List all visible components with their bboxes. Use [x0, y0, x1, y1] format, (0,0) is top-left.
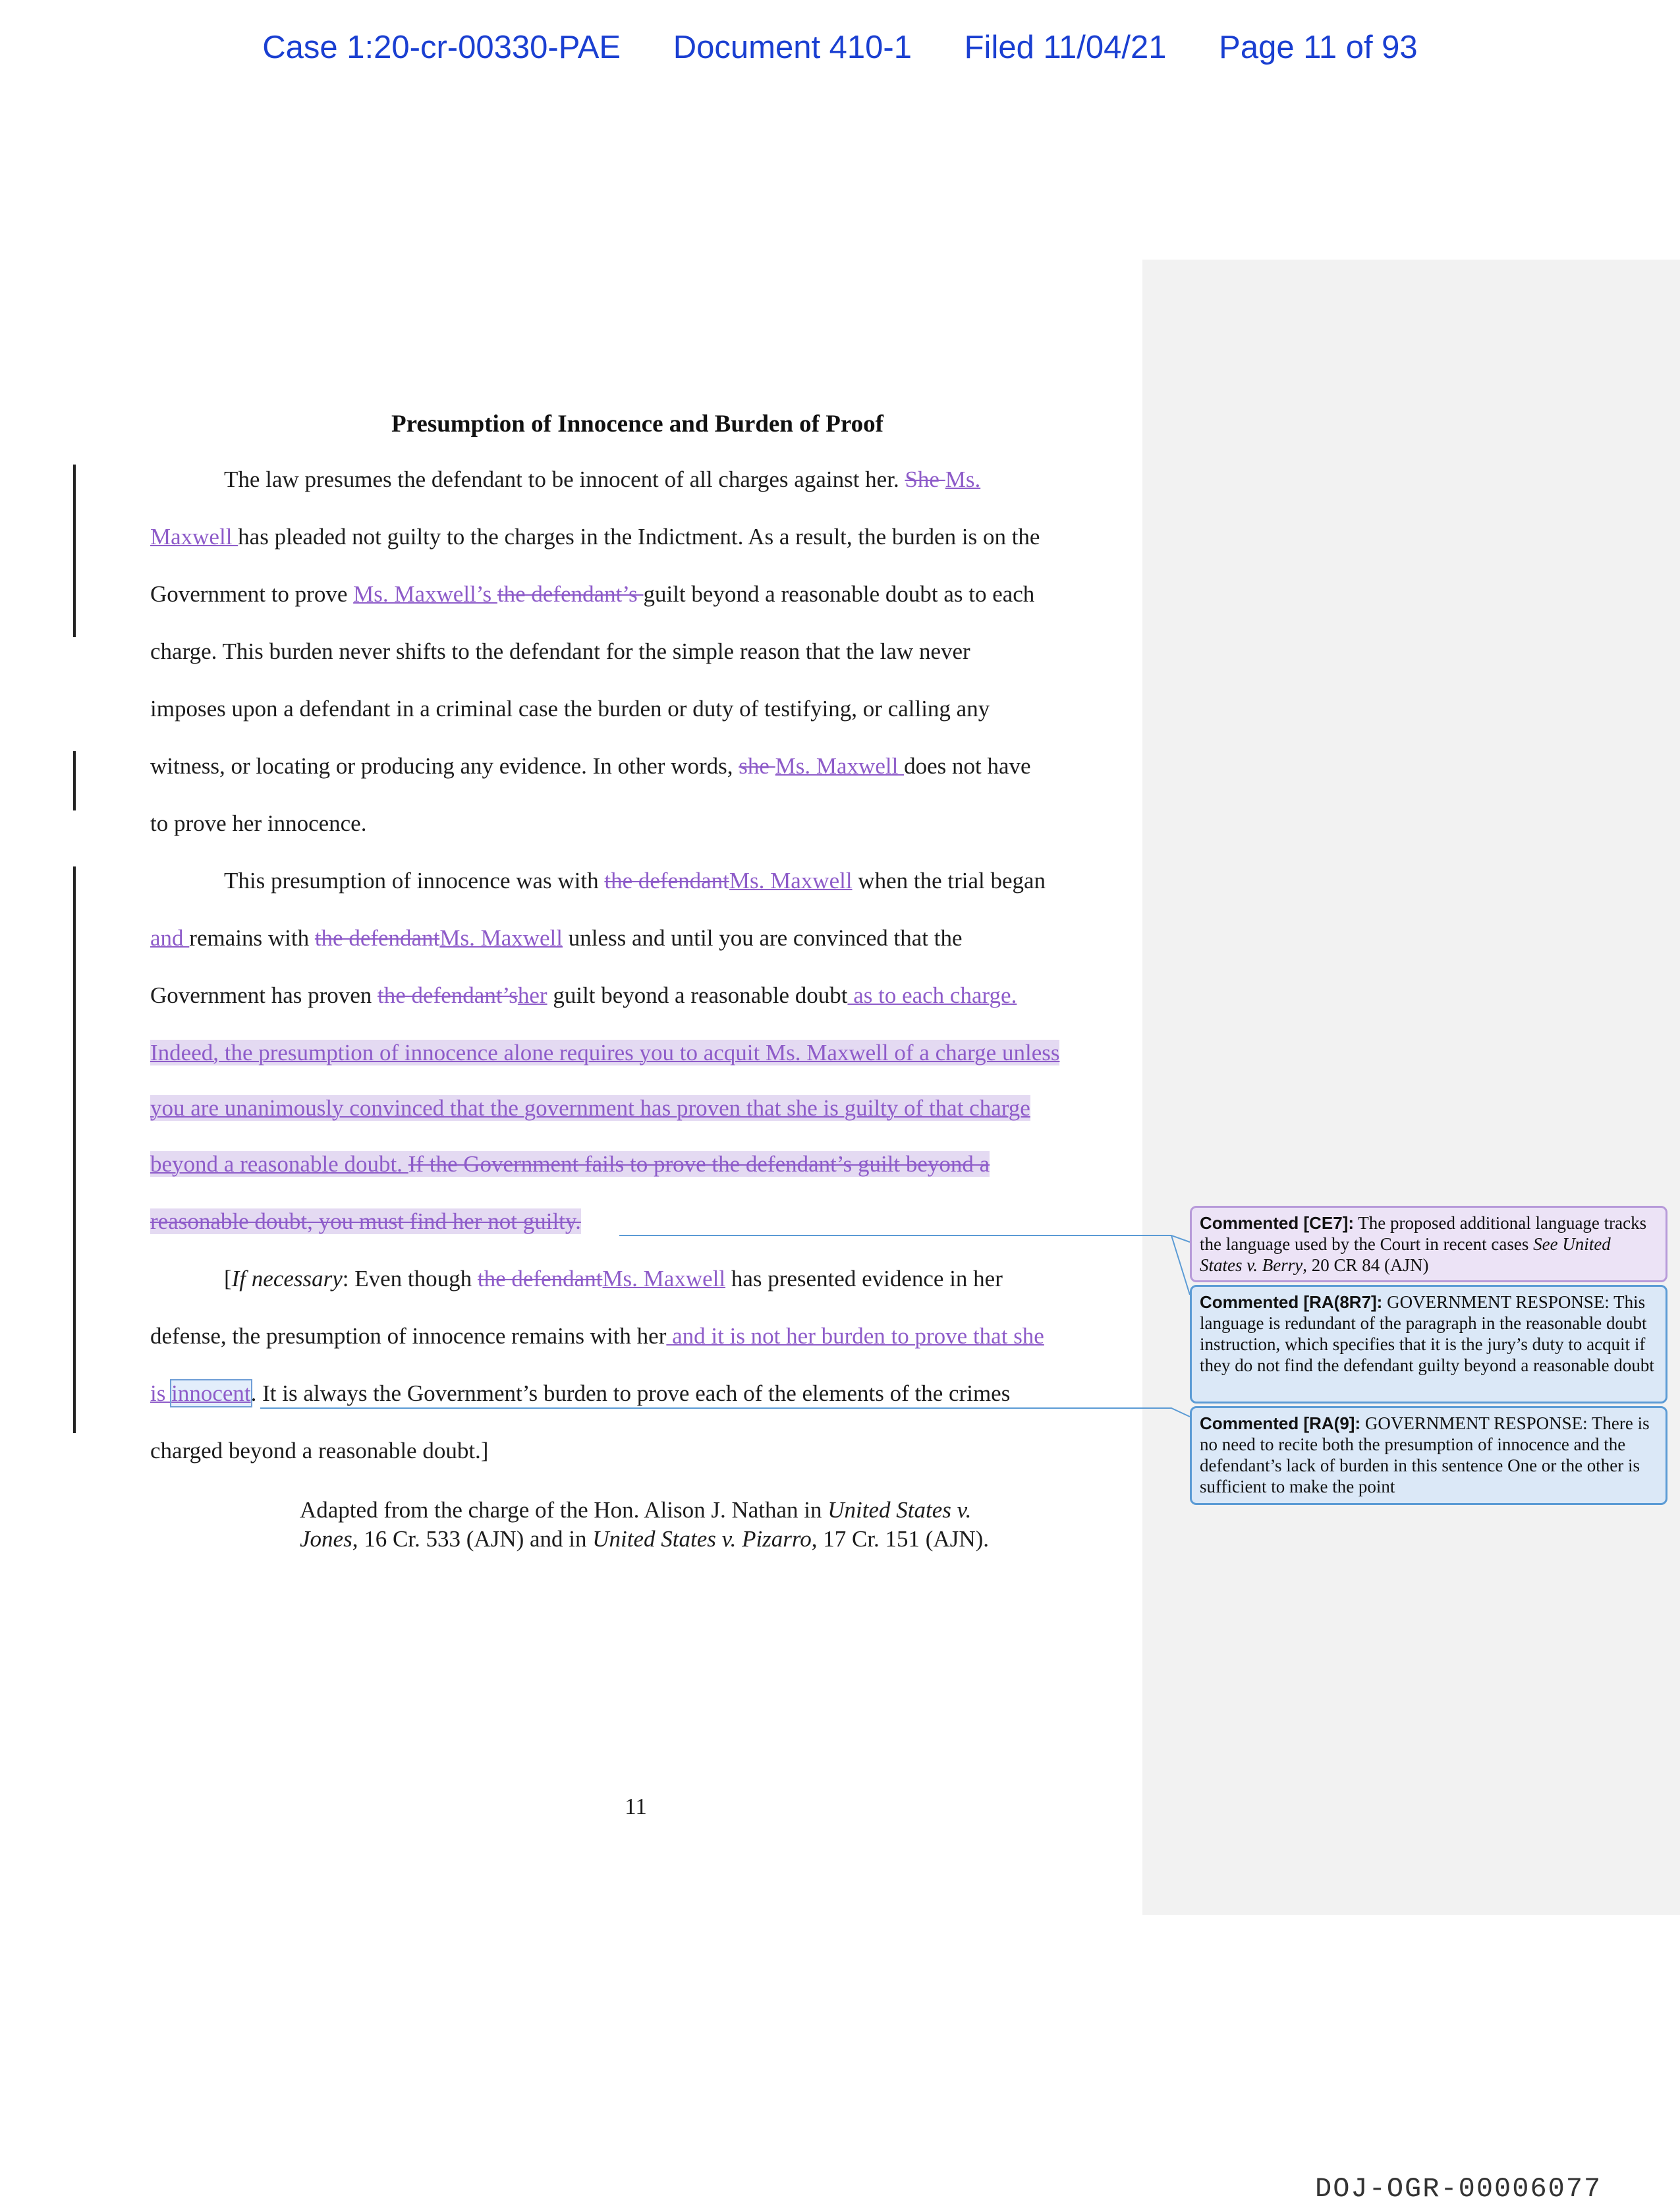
body-line: Government to prove Ms. Maxwell’s the defendant’s guilt beyond a reasonable doubt as to each	[150, 581, 1035, 607]
body-line: defense, the presumption of innocence remains with her and it is not her burden to prove that she	[150, 1323, 1044, 1349]
case-number: Case 1:20-cr-00330-PAE	[262, 30, 621, 65]
body-line: and remains with the defendantMs. Maxwell unless and until you are convinced that the	[150, 925, 963, 951]
page-of: Page 11 of 93	[1219, 30, 1418, 65]
commented-selection: innocent	[171, 1380, 251, 1406]
deleted-text: the defendant	[604, 868, 729, 893]
filed-date: Filed 11/04/21	[964, 30, 1167, 65]
body-line: to prove her innocence.	[150, 810, 367, 836]
commented-inserted-text: Indeed, the presumption of innocence alone requires you to acquit Ms. Maxwell of a charge unless	[150, 1040, 1060, 1065]
connector-ra9	[260, 1408, 1190, 1417]
deleted-text: She	[905, 467, 945, 492]
page-number: 11	[625, 1794, 647, 1819]
comment-ra9[interactable]: Commented [RA(9]: GOVERNMENT RESPONSE: There is no need to recite both the presumption of innocence and the defendant’s lack of burden in this sentence One or the other is sufficient to make the point	[1190, 1406, 1667, 1505]
body-line: is innocent. It is always the Government’s burden to prove each of the elements of the crimes	[150, 1380, 1011, 1406]
commented-inserted-text: you are unanimously convinced that the government has proven that she is guilty of that charge	[150, 1095, 1030, 1121]
deleted-text: the defendant	[477, 1266, 603, 1291]
body-line: [If necessary: Even though the defendantMs. Maxwell has presented evidence in her	[224, 1266, 1003, 1291]
body-line: witness, or locating or producing any evidence. In other words, she Ms. Maxwell does not have	[150, 753, 1031, 779]
body-line: charge. This burden never shifts to the defendant for the simple reason that the law never	[150, 638, 970, 664]
case-name: United States v. Pizarro	[592, 1526, 812, 1552]
deleted-text: the defendant’s	[378, 982, 518, 1008]
commented-deleted-text: If the Government fails to prove the defendant’s guilt beyond a	[408, 1151, 990, 1177]
inserted-text: Ms. Maxwell	[602, 1266, 726, 1291]
bates-number: DOJ-OGR-00006077	[1315, 2173, 1602, 2205]
section-title: Presumption of Innocence and Burden of Proof	[391, 411, 883, 438]
commented-inserted-text: beyond a reasonable doubt.	[150, 1151, 408, 1177]
deleted-text: the defendant	[314, 925, 440, 951]
inserted-text: Ms. Maxwell	[439, 925, 563, 951]
inserted-text: Ms.	[945, 467, 981, 492]
case-name: United States v. Jones	[300, 1497, 972, 1552]
document-number: Document 410-1	[673, 30, 912, 65]
body-line: The law presumes the defendant to be innocent of all charges against her. She Ms.	[224, 467, 981, 492]
inserted-text: as to each charge.	[847, 982, 1017, 1008]
commented-deleted-text: reasonable doubt, you must find her not guilty.	[150, 1208, 581, 1234]
inserted-text: her	[517, 982, 547, 1008]
citation: Adapted from the charge of the Hon. Alison J. Nathan in United States v. Jones, 16 Cr. 533 (AJN) and in United States v. Pizarro, 17 Cr. 151 (AJN).	[300, 1497, 990, 1552]
body-line: Government has proven the defendant’sher guilt beyond a reasonable doubt as to each charge.	[150, 982, 1017, 1008]
body-line: charged beyond a reasonable doubt.]	[150, 1438, 489, 1463]
inserted-text: Ms. Maxwell’s	[353, 581, 497, 607]
body-line: This presumption of innocence was with the defendantMs. Maxwell when the trial began	[224, 868, 1046, 893]
deleted-text: the defendant’s	[497, 581, 644, 607]
comment-ce7[interactable]: Commented [CE7]: The proposed additional language tracks the language used by the Court in recent cases See United States v. Berry, 20 CR 84 (AJN)	[1190, 1206, 1667, 1282]
connector-ce7	[619, 1235, 1190, 1242]
inserted-text: is	[150, 1380, 172, 1406]
body-line: imposes upon a defendant in a criminal case the burden or duty of testifying, or calling any	[150, 696, 990, 722]
deleted-text: she	[739, 753, 775, 779]
inserted-text: and	[150, 925, 190, 951]
comment-ra8r7[interactable]: Commented [RA(8R7]: GOVERNMENT RESPONSE: This language is redundant of the paragraph in the reasonable doubt instruction, which specifies that it is the jury’s duty to acquit if they do not find the defendant guilty beyond a reasonable doubt	[1190, 1285, 1667, 1404]
body-line: Maxwell has pleaded not guilty to the charges in the Indictment. As a result, the burden is on the	[150, 524, 1040, 550]
inserted-text: Ms. Maxwell	[729, 868, 853, 893]
inserted-text: and it is not her burden to prove that she	[666, 1323, 1044, 1349]
inserted-text: Ms. Maxwell	[775, 753, 905, 779]
inserted-text: Maxwell	[150, 524, 238, 550]
connector-ra8r7	[1171, 1235, 1190, 1295]
